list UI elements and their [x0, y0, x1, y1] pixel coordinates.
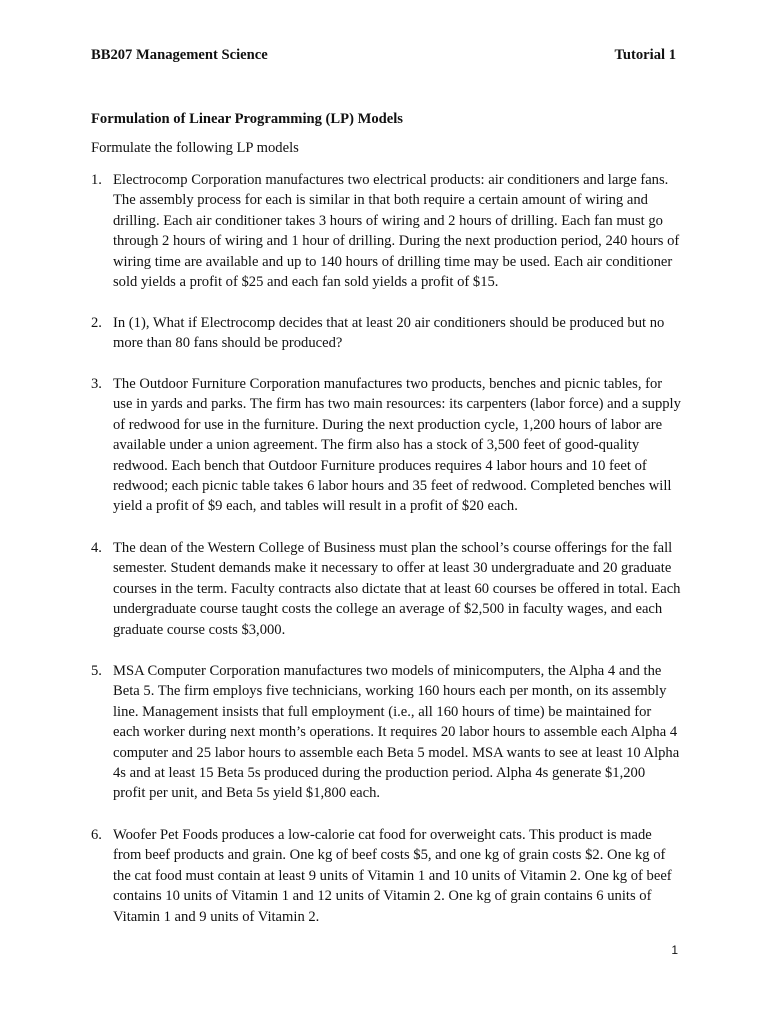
question-text: MSA Computer Corporation manufactures two models of minicomputers, the Alpha 4 and the Beta 5. The firm employs five technicians, working 160 hours each per month, on its assembly line. Management insists that full employment (i.e., all 160 hours of time) be maintained for each worker during next month’s operations. It requires 20 labor hours to assemble each Alpha 4 computer and 25 labor hours to assemble each Beta 5 model. MSA wants to see at least 10 Alpha 4s and at least 15 Beta 5s produced during the production period. Alpha 4s generate $1,200 profit per unit, and Beta 5s yield $1,800 each. — [113, 663, 680, 802]
question-text: Electrocomp Corporation manufactures two electrical products: air conditioners and large fans. The assembly process for each is similar in that both require a certain amount of wiring and drilling. Each air conditioner takes 3 hours of wiring and 2 hours of drilling. Each fan must go through 2 hours of wiring and 1 hour of drilling. During the next production period, 240 hours of wiring time are available and up to 140 hours of drilling time may be used. Each air conditioner sold yields a profit of $25 and each fan sold yields a profit of $15. — [113, 172, 680, 291]
tutorial-label: Tutorial 1 — [614, 47, 676, 63]
section-heading: Formulation of Linear Programming (LP) Models — [91, 111, 403, 127]
question-item — [91, 538, 681, 640]
question-text: In (1), What if Electrocomp decides that at least 20 air conditioners should be produced but no more than 80 fans should be produced? — [113, 315, 665, 352]
question-item — [91, 825, 681, 927]
question-number: 4. — [91, 540, 102, 556]
question-item — [91, 374, 681, 517]
course-title: BB207 Management Science — [91, 47, 268, 63]
question-number: 5. — [91, 663, 102, 679]
intro-text: Formulate the following LP models — [91, 140, 299, 156]
page-header — [91, 47, 676, 64]
question-item — [91, 661, 681, 804]
question-text: The dean of the Western College of Business must plan the school’s course offerings for the fall semester. Student demands make it necessary to offer at least 30 undergraduate and 20 graduate courses in the term. Faculty contracts also dictate that at least 60 courses be offered in total. Each undergraduate course taught costs the college an average of $2,500 in faculty wages, and each graduate course costs $3,000. — [113, 540, 681, 638]
question-item — [91, 313, 681, 354]
question-number: 2. — [91, 315, 102, 331]
question-number: 3. — [91, 376, 102, 392]
question-text: The Outdoor Furniture Corporation manufactures two products, benches and picnic tables, for use in yards and parks. The firm has two main resources: its carpenters (labor force) and a supply of redwood for use in the furniture. During the next production cycle, 1,200 hours of labor are available under a union agreement. The firm also has a stock of 3,500 feet of good-quality redwood. Each bench that Outdoor Furniture produces requires 4 labor hours and 10 feet of redwood; each picnic table takes 6 labor hours and 35 feet of redwood. Completed benches will yield a profit of $9 each, and tables will result in a profit of $20 each. — [113, 376, 681, 515]
question-text: Woofer Pet Foods produces a low-calorie cat food for overweight cats. This product is made from beef products and grain. One kg of beef costs $5, and one kg of grain costs $2. One kg of the cat food must contain at least 9 units of Vitamin 1 and 10 units of Vitamin 2. One kg of beef contains 10 units of Vitamin 1 and 12 units of Vitamin 2. One kg of grain contains 6 units of Vitamin 1 and 9 units of Vitamin 2. — [113, 827, 672, 925]
question-number: 6. — [91, 827, 102, 843]
question-number: 1. — [91, 172, 102, 188]
question-item — [91, 170, 681, 292]
page-number: 1 — [671, 943, 678, 957]
